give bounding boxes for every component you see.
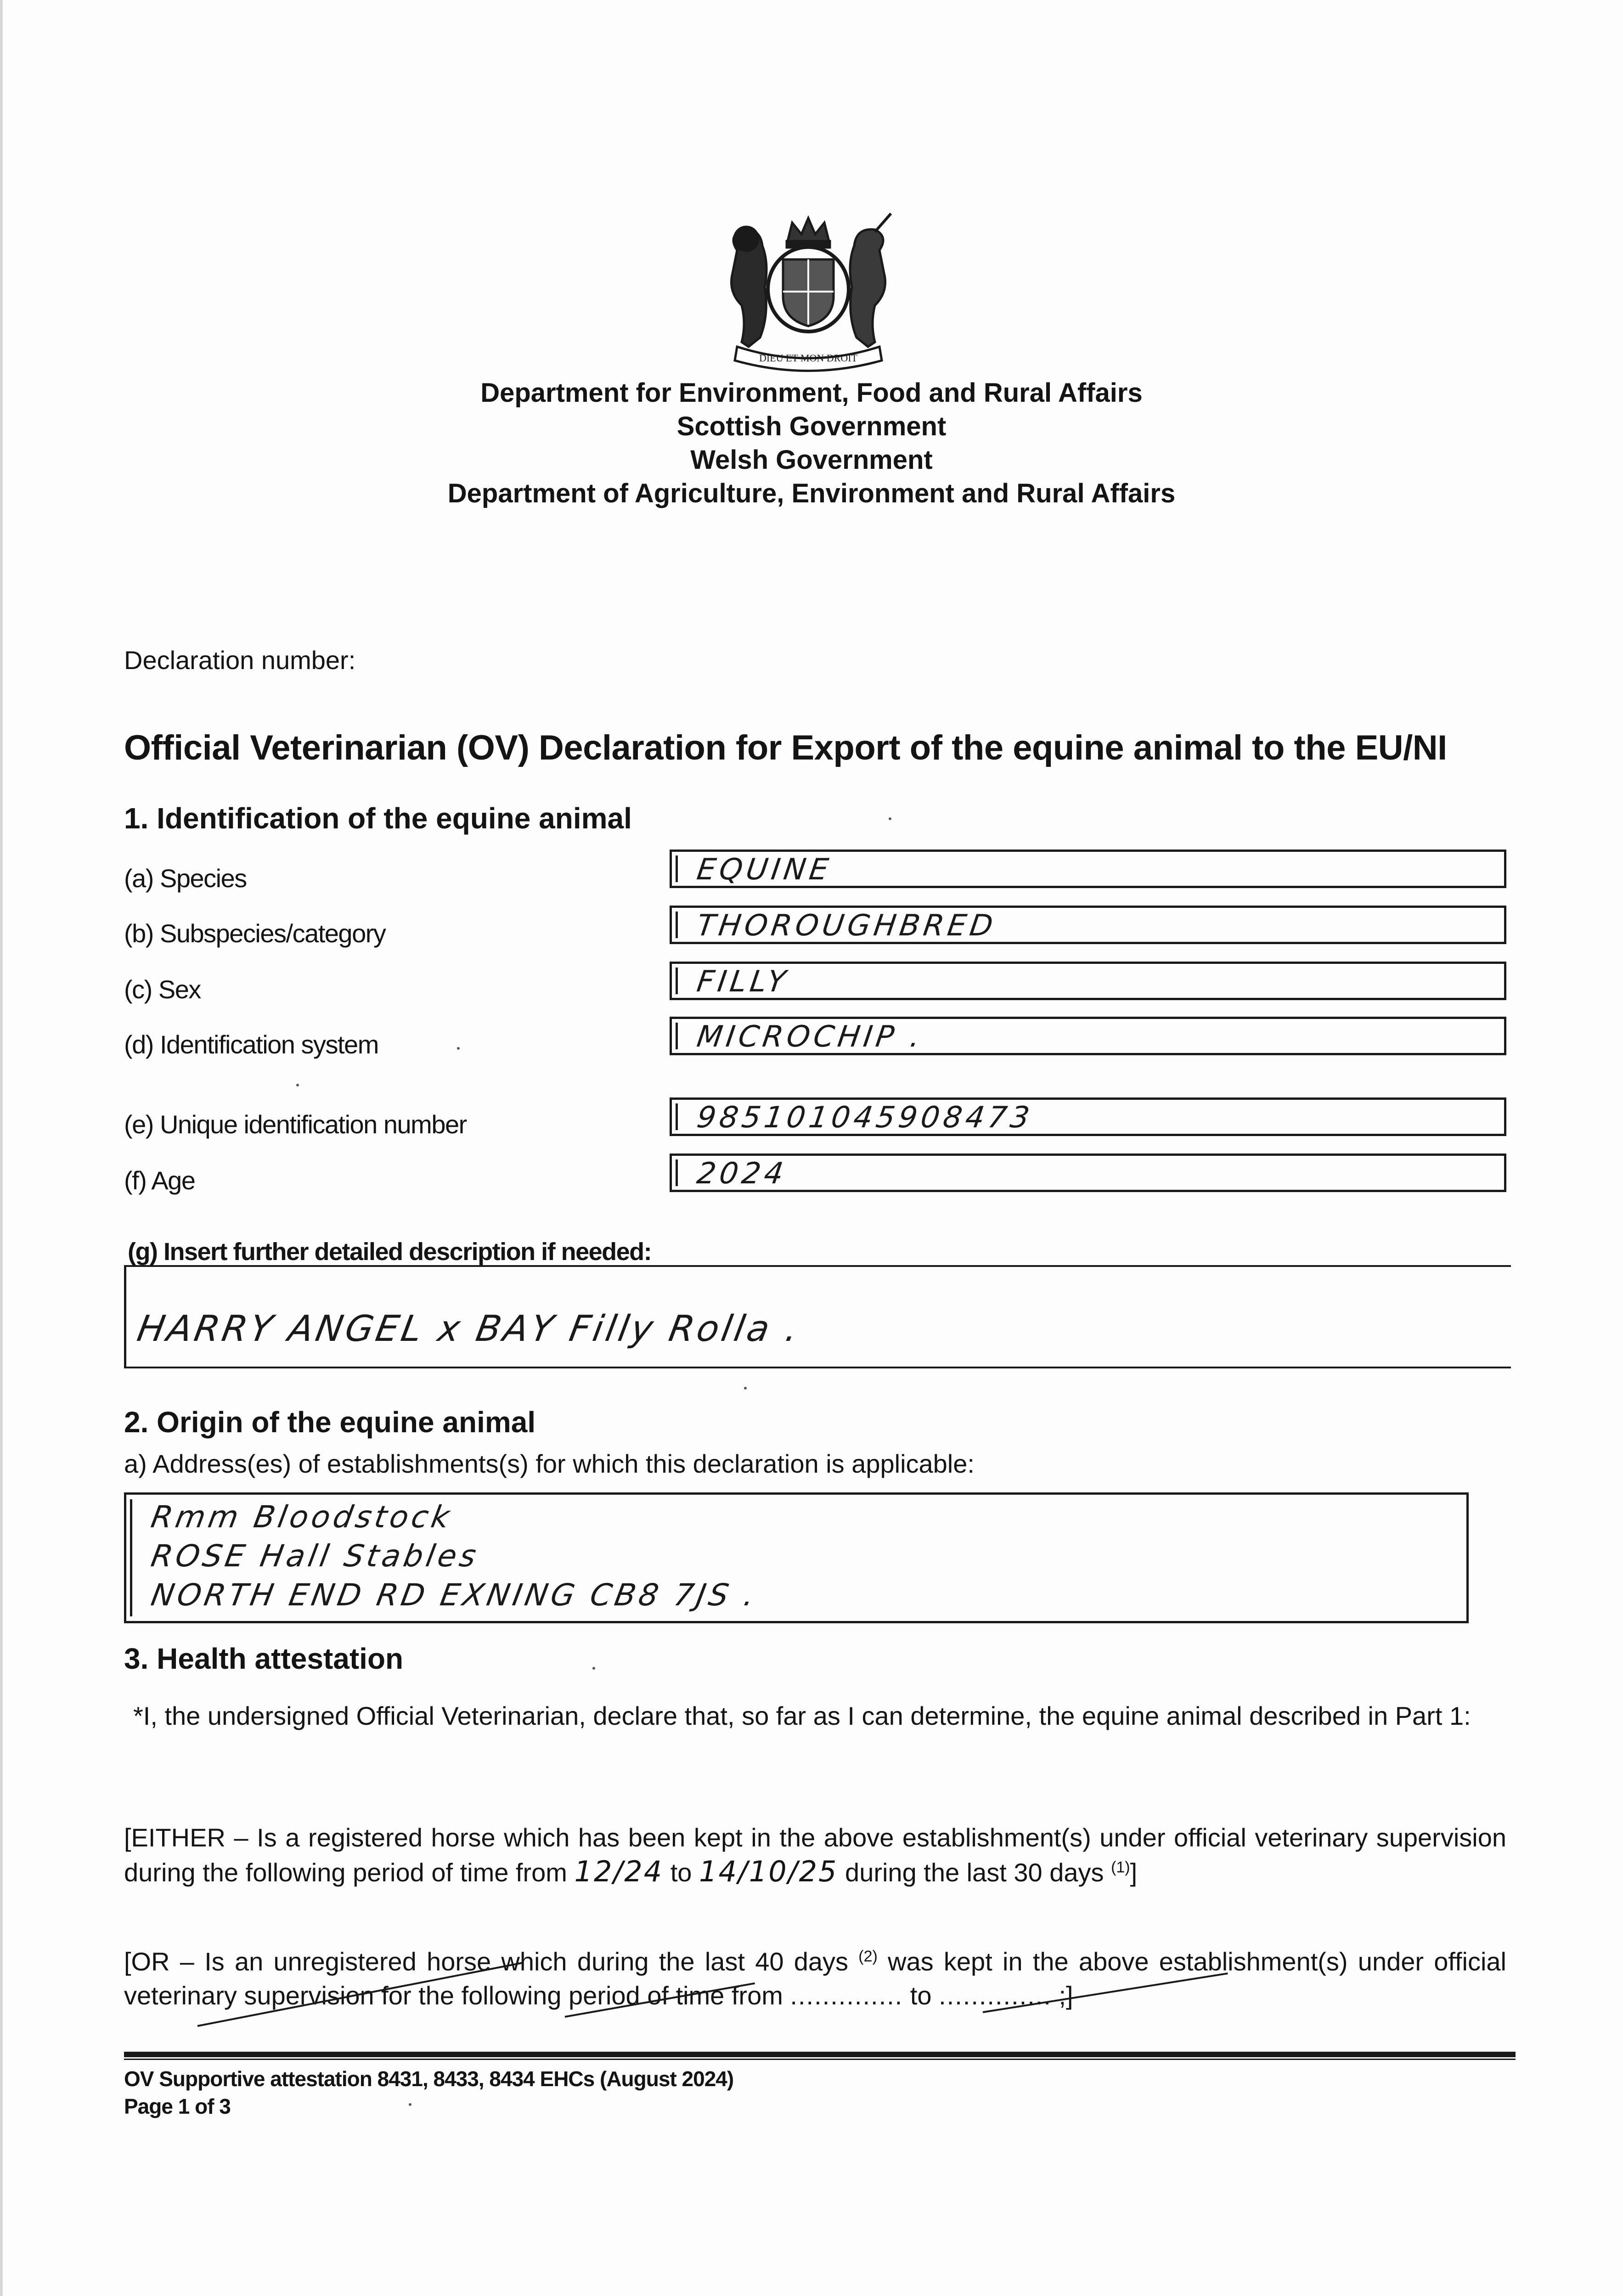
department-defra: Department for Environment, Food and Rural Affairs — [480, 378, 1143, 408]
unique-id-field[interactable] — [670, 1097, 1506, 1136]
footer-rule — [124, 2052, 1516, 2057]
species-field[interactable] — [670, 850, 1506, 888]
sex-value: FILLY — [694, 965, 792, 999]
or-text-1: [OR – Is an unregistered horse which during the last 40 days — [124, 1947, 859, 1976]
department-welsh-government: Welsh Government — [690, 445, 933, 475]
scan-speck — [409, 2103, 411, 2106]
establishment-address-label: a) Address(es) of establishments(s) for which this declaration is applicable: — [124, 1449, 975, 1478]
either-text-4: ] — [1130, 1858, 1138, 1887]
or-from-date-blank[interactable]: .............. — [790, 1981, 903, 2010]
ov-declaration-text: *I, the undersigned Official Veterinarian, declare that, so far as I can determine, the equine animal described in Part 1: — [133, 1701, 1471, 1730]
scan-speck — [889, 817, 891, 820]
subspecies-value: THOROUGHBRED — [694, 909, 999, 943]
establishment-address-field[interactable] — [124, 1492, 1469, 1623]
either-to-date[interactable]: 14/10/25 — [699, 1855, 838, 1888]
age-value: 2024 — [694, 1157, 789, 1191]
either-text-1: [EITHER – Is a registered horse which has been kept in the above establishment(s) under official veterinary supervision during the following period of time from — [124, 1823, 1506, 1887]
identification-system-label: (d) Identification system — [124, 1030, 378, 1059]
either-from-date[interactable]: 12/24 — [574, 1855, 664, 1888]
section-1-heading: 1. Identification of the equine animal — [124, 802, 632, 835]
or-text-4: ;] — [1051, 1981, 1073, 2010]
department-daera: Department of Agriculture, Environment and Rural Affairs — [447, 478, 1176, 508]
section-3-heading: 3. Health attestation — [124, 1642, 404, 1675]
unique-id-label: (e) Unique identification number — [124, 1110, 467, 1139]
identification-system-value: MICROCHIP . — [694, 1020, 926, 1054]
scan-edge — [0, 0, 3, 2296]
unique-id-value: 985101045908473 — [694, 1101, 1035, 1135]
declaration-number-label: Declaration number: — [124, 646, 356, 675]
address-line-3: NORTH END RD EXNING CB8 7JS . — [148, 1577, 761, 1613]
subspecies-field[interactable] — [670, 906, 1506, 944]
or-text-2: was kept in the above establishment(s) under official veterinary supervision for the following period of time from — [124, 1947, 1506, 2010]
address-line-1: Rmm Bloodstock — [148, 1499, 456, 1535]
footer-reference: OV Supportive attestation 8431, 8433, 8434 EHCs (August 2024) — [124, 2067, 734, 2091]
scan-speck — [592, 1667, 595, 1670]
section-2-heading: 2. Origin of the equine animal — [124, 1406, 536, 1439]
scan-speck — [457, 1047, 460, 1050]
page-number: Page 1 of 3 — [124, 2094, 231, 2118]
species-value: EQUINE — [694, 853, 834, 887]
further-description-field[interactable] — [124, 1265, 1511, 1368]
further-description-label: (g) Insert further detailed description if needed: — [128, 1238, 652, 1266]
scan-speck — [296, 1084, 299, 1086]
footnote-2: (2) — [858, 1947, 878, 1965]
species-label: (a) Species — [124, 864, 247, 893]
or-to-date-blank[interactable]: .............. — [939, 1981, 1052, 2010]
royal-coat-of-arms-logo — [710, 209, 907, 374]
sex-field[interactable] — [670, 962, 1506, 1000]
either-clause — [124, 1821, 1506, 1890]
svg-text:DIEU ET MON DROIT: DIEU ET MON DROIT — [759, 352, 858, 364]
or-text-3: to — [903, 1981, 939, 2010]
address-line-2: ROSE Hall Stables — [148, 1538, 482, 1574]
either-text-3: during the last 30 days — [838, 1858, 1111, 1887]
scan-speck — [744, 1387, 747, 1390]
footer-rule-thin — [124, 2059, 1516, 2060]
document-title: Official Veterinarian (OV) Declaration for Export of the equine animal to the EU/NI — [124, 728, 1447, 767]
age-label: (f) Age — [124, 1166, 195, 1195]
footnote-1: (1) — [1111, 1858, 1130, 1876]
identification-system-field[interactable] — [670, 1017, 1506, 1055]
age-field[interactable] — [670, 1154, 1506, 1192]
subspecies-label: (b) Subspecies/category — [124, 919, 386, 948]
either-text-2: to — [663, 1858, 699, 1887]
sex-label: (c) Sex — [124, 975, 201, 1004]
or-clause — [124, 1945, 1506, 2013]
further-description-value: HARRY ANGEL x BAY Filly Rolla . — [134, 1308, 804, 1350]
department-scottish-government: Scottish Government — [676, 411, 947, 441]
